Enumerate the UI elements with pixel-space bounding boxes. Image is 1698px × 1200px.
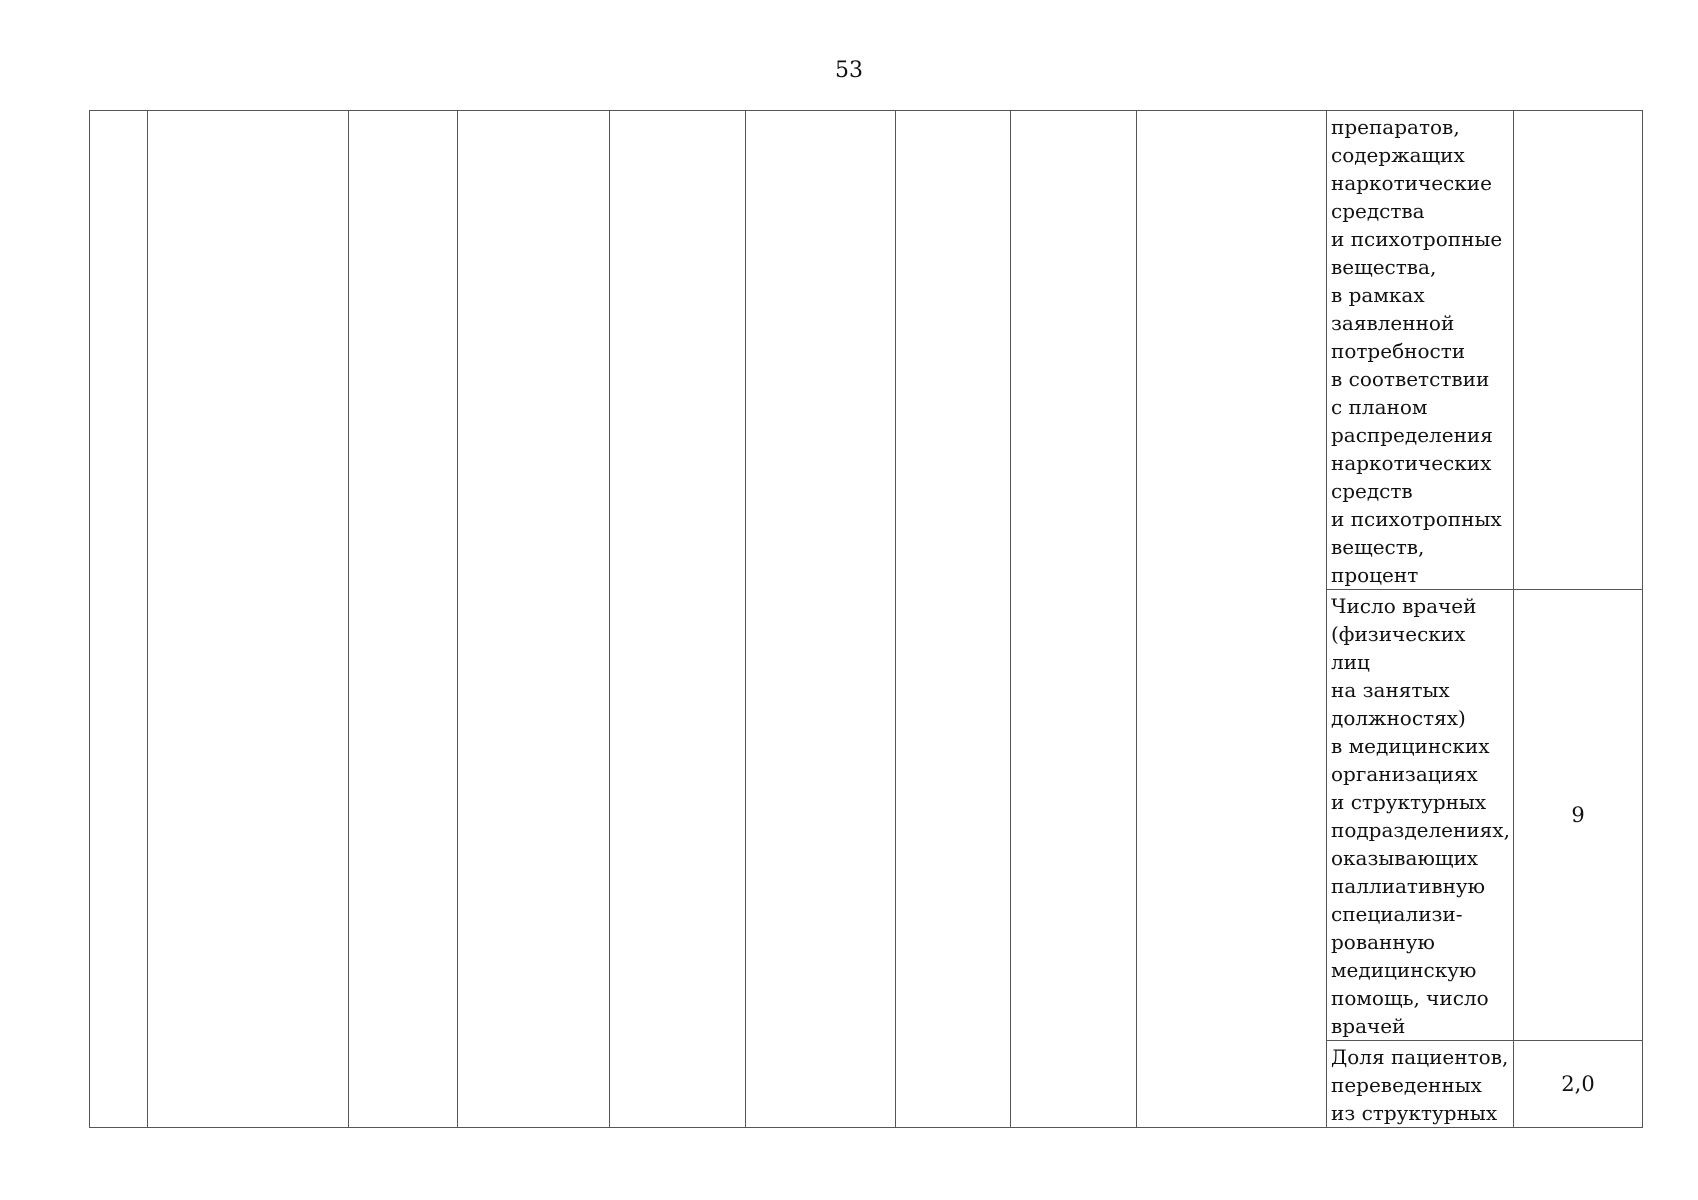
empty-cell: [458, 111, 610, 1128]
indicator-cell: Число врачей (физических лиц на занятых должностях) в медицинских организациях и структурных подразделениях, оказывающих паллиативную специализи- рованную медицинскую помощь, число врачей: [1327, 590, 1514, 1041]
data-table: [89, 110, 1643, 1128]
value-cell: 2,0: [1514, 1041, 1643, 1128]
empty-cell: [1137, 111, 1327, 1128]
empty-cell: [896, 111, 1011, 1128]
value-cell: 9: [1514, 590, 1643, 1041]
page-number: 53: [835, 58, 863, 83]
indicator-cell: Доля пациентов, переведенных из структурных: [1327, 1041, 1514, 1128]
empty-cell: [90, 111, 148, 1128]
empty-cell: [1011, 111, 1137, 1128]
empty-cell: [349, 111, 458, 1128]
empty-cell: [610, 111, 746, 1128]
value-cell: [1514, 111, 1643, 590]
empty-cell: [746, 111, 896, 1128]
empty-cell: [148, 111, 349, 1128]
indicator-cell: препаратов, содержащих наркотические средства и психотропные вещества, в рамках заявленной потребности в соответствии с планом распределения наркотических средств и психотропных веществ, процент: [1327, 111, 1514, 590]
table-row: [90, 111, 1643, 590]
